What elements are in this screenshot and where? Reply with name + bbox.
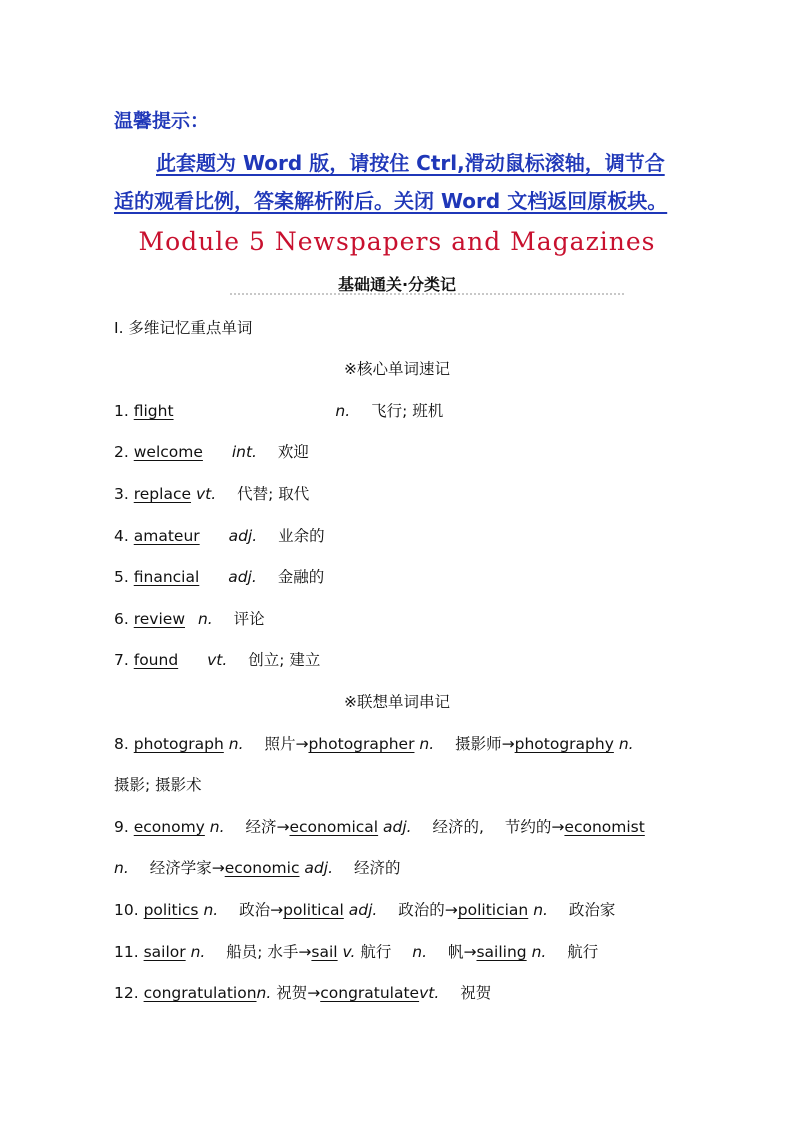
answer-word: welcome [133,443,203,461]
item-number: 4. [114,527,129,545]
answer-word: photograph [133,735,224,753]
part-of-speech: adj. [383,818,412,836]
item-number: 3. [114,485,129,503]
list-item [114,440,309,462]
meaning: 政治家 [568,901,616,919]
meaning: 照片→ [264,735,309,753]
tip-title: 温馨提示： [114,110,210,132]
answer-word: politics [143,901,199,919]
meaning: 摄影师→ [455,735,515,753]
meaning: 经济学家→ [149,859,225,877]
meaning: 船员; 水手→ [226,943,312,961]
answer-word: found [133,651,179,669]
item-number: 9. [114,818,129,836]
meaning: 代替; 取代 [237,485,310,503]
part-of-speech: n. [618,735,634,753]
part-of-speech: n. [197,610,213,628]
answer-word: sail [311,943,338,961]
part-of-speech: n. [412,943,428,961]
answer-word: congratulate [320,984,420,1002]
part-of-speech: adj. [304,859,333,877]
part1-heading: Ⅰ. 多维记忆重点单词 [114,319,253,337]
list-item-continued [114,856,400,878]
answer-word: review [133,610,185,628]
answer-word: economical [289,818,379,836]
meaning: 政治→ [239,901,284,919]
part-of-speech: n. [190,943,206,961]
module-title: Module 5 Newspapers and Magazines [138,227,656,256]
part-of-speech: n. [531,943,547,961]
list-item [114,399,443,421]
list-item [114,524,325,546]
answer-word: economist [564,818,645,836]
part-of-speech: n. [533,901,548,919]
answer-word: sailing [476,943,527,961]
answer-word: replace [133,485,192,503]
tip-line-1: 此套题为 Word 版，请按住 Ctrl,滑动鼠标滚轴，调节合 [156,151,665,175]
meaning: 摄影; 摄影术 [114,776,202,794]
answer-word: congratulation [143,984,257,1002]
list-item-continued [114,773,202,795]
item-number: 6. [114,610,129,628]
answer-word: political [283,901,344,919]
list-item [114,648,320,670]
part-of-speech: vt. [207,651,228,669]
item-number: 2. [114,443,129,461]
part-of-speech: int. [231,443,257,461]
item-number: 1. [114,402,129,420]
answer-word: politician [457,901,529,919]
part-of-speech: n. [256,984,272,1002]
meaning: 节约的→ [504,818,565,836]
item-number: 12. [114,984,139,1002]
list-item [114,898,615,920]
part-of-speech: adj. [228,568,257,586]
list-item [114,940,598,962]
list-item [114,732,634,754]
meaning: 经济的, [432,818,484,836]
item-number: 8. [114,735,129,753]
answer-word: financial [133,568,200,586]
answer-word: amateur [133,527,200,545]
dotted-divider [230,293,624,295]
part-of-speech: n. [228,735,244,753]
section-title: 基础通关·分类记 [337,275,457,294]
item-number: 10. [114,901,139,919]
answer-word: flight [133,402,174,420]
part-of-speech: n. [203,901,219,919]
part-of-speech: n. [209,818,225,836]
list-item [114,981,491,1003]
meaning: 业余的 [278,527,325,545]
list-item [114,565,324,587]
core-words-heading: ※核心单词速记 [344,360,450,378]
meaning: 航行 [567,943,599,961]
answer-word: sailor [143,943,186,961]
answer-word: economy [133,818,205,836]
item-number: 5. [114,568,129,586]
list-item [114,482,309,504]
part-of-speech: v. [342,943,356,961]
part-of-speech: vt. [419,984,440,1002]
meaning: 飞行; 班机 [371,402,444,420]
tip-line-2: 适的观看比例，答案解析附后。关闭 Word 文档返回原板块。 [114,189,668,213]
meaning: 航行 [360,943,392,961]
meaning: 创立; 建立 [248,651,321,669]
meaning: 祝贺→ [276,984,321,1002]
answer-word: photographer [308,735,415,753]
item-number: 7. [114,651,129,669]
part-of-speech: n. [419,735,435,753]
list-item [114,607,265,629]
answer-word: economic [224,859,300,877]
meaning: 经济的 [353,859,401,877]
answer-word: photography [514,735,614,753]
meaning: 欢迎 [277,443,309,461]
meaning: 评论 [233,610,265,628]
meaning: 祝贺 [460,984,492,1002]
tip-body [114,144,694,220]
meaning: 帆→ [447,943,477,961]
part-of-speech: adj. [228,527,258,545]
meaning: 金融的 [277,568,325,586]
part-of-speech: n. [114,859,129,877]
part-of-speech: n. [335,402,351,420]
part-of-speech: adj. [348,901,378,919]
meaning: 政治的→ [398,901,458,919]
assoc-words-heading: ※联想单词串记 [344,693,450,711]
meaning: 经济→ [245,818,290,836]
item-number: 11. [114,943,139,961]
list-item [114,815,645,837]
part-of-speech: vt. [195,485,217,503]
